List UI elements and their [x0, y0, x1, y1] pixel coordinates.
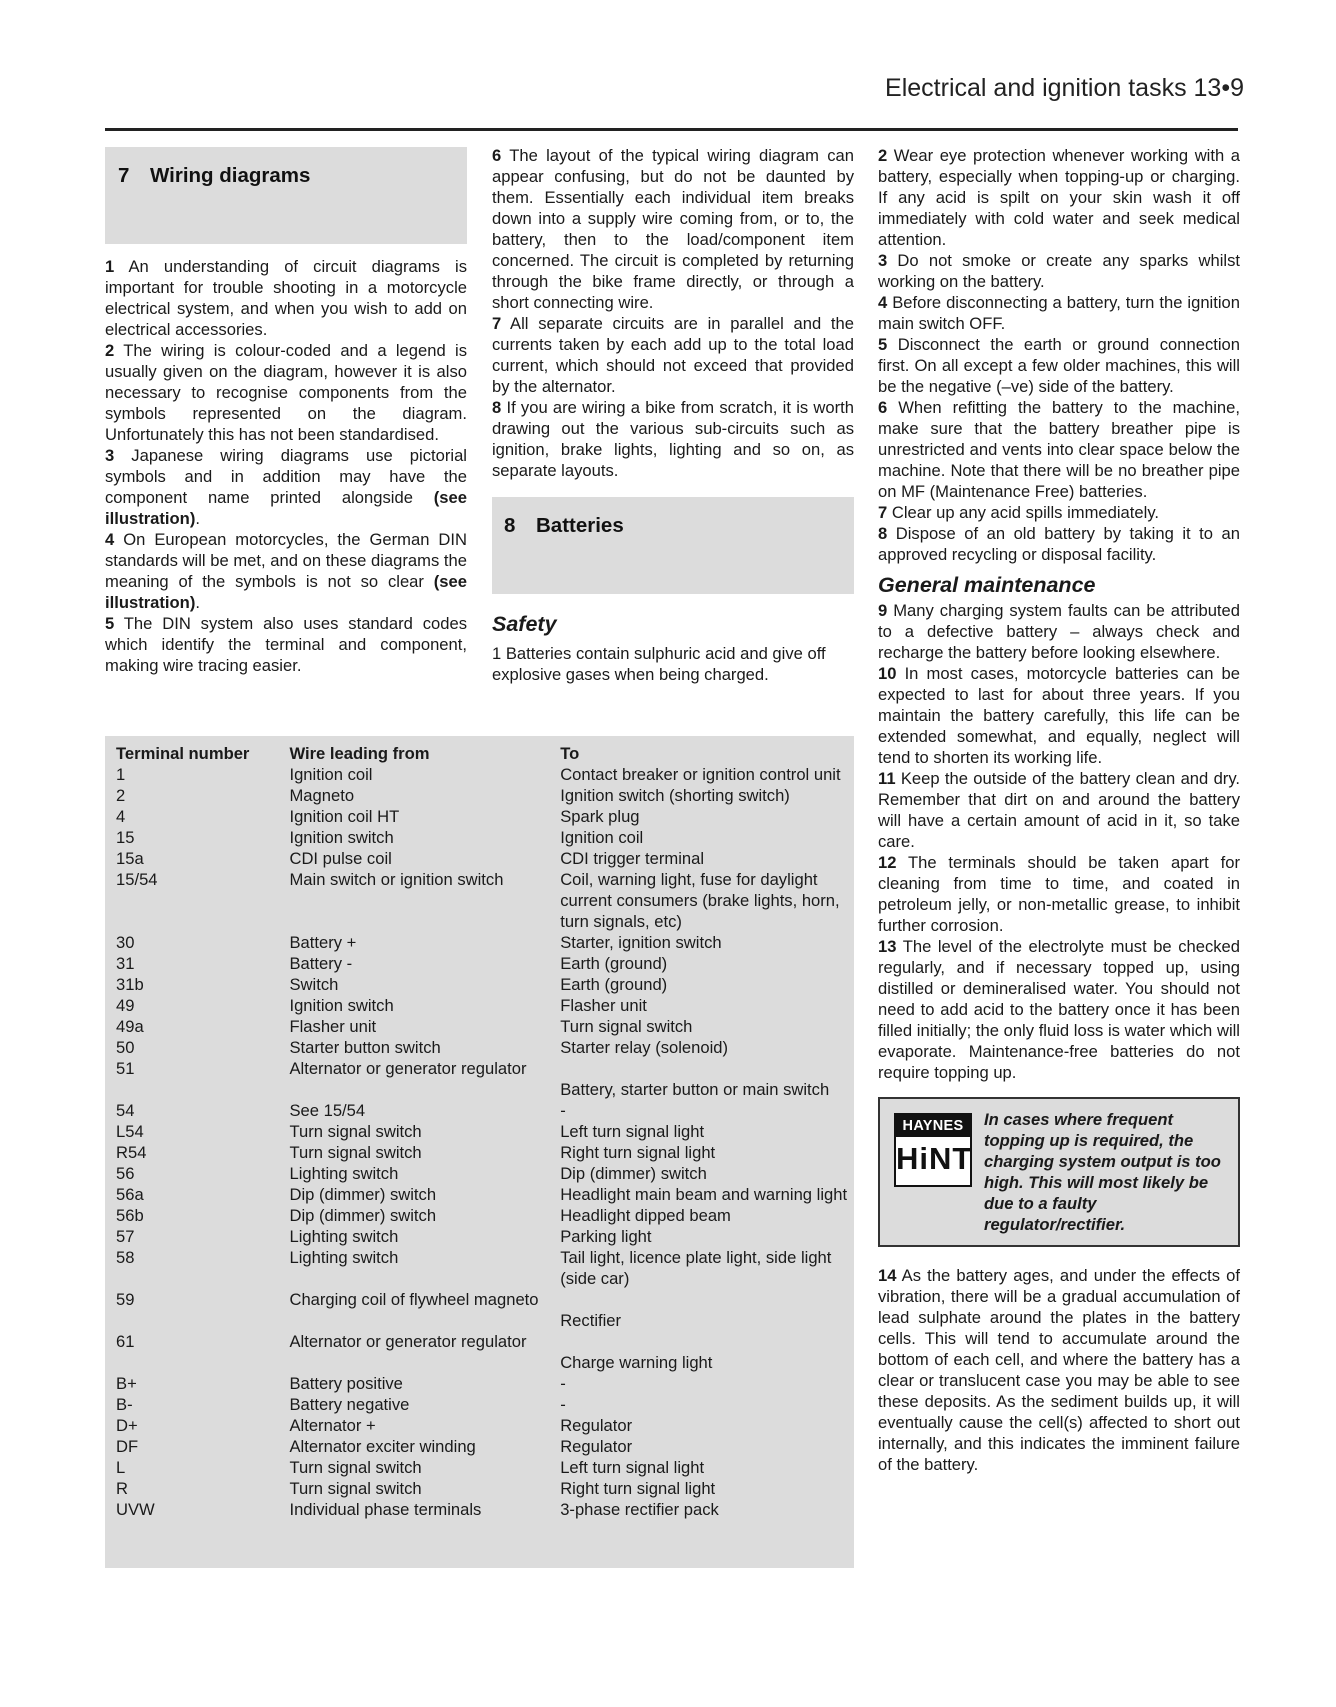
wire-from-cell: Turn signal switch: [289, 1479, 422, 1498]
paragraph: [878, 936, 1240, 1083]
wire-from-cell: Battery -: [289, 954, 353, 973]
terminal-number-cell: L: [116, 1458, 126, 1477]
paragraph: [105, 256, 467, 340]
paragraph-text: Many charging system faults can be attributed to a defective battery – always check and recharge the battery before looking elsewhere.: [878, 601, 1240, 662]
wire-from-cell: Alternator exciter winding: [289, 1437, 476, 1456]
paragraph-text: In most cases, motorcycle batteries can be expected to last for about three years. If you maintain the battery carefully, this life can be extended somewhat, and equally, neglect will tend to shorten its working life.: [878, 664, 1240, 767]
terminal-number-cell: 15: [116, 828, 135, 847]
wire-to-cell: Ignition coil: [560, 828, 644, 847]
terminal-number-cell: 50: [116, 1038, 135, 1057]
wire-to-cell: Headlight main beam and warning light: [560, 1185, 848, 1204]
terminal-number-cell: 30: [116, 933, 135, 952]
paragraph-text: Batteries contain sulphuric acid and give off explosive gases when being charged.: [492, 644, 826, 684]
paragraph: [878, 292, 1240, 334]
wire-from-cell: Magneto: [289, 786, 355, 805]
terminal-number-cell: 51: [116, 1059, 135, 1078]
terminal-number-cell: L54: [116, 1122, 144, 1141]
paragraph-number: 7: [878, 503, 888, 522]
paragraph-number: 8: [492, 398, 502, 417]
terminal-number-cell: 59: [116, 1290, 135, 1309]
column-1: [105, 256, 467, 676]
paragraph-number: 6: [878, 398, 888, 417]
paragraph: [492, 397, 854, 481]
paragraph: [492, 313, 854, 397]
paragraph: [878, 1265, 1240, 1475]
wire-to-cell: Tail light, licence plate light, side light (side car): [560, 1248, 832, 1288]
see-illustration-ref: (see illustration): [105, 572, 467, 612]
paragraph-text: The wiring is colour-coded and a legend is usually given on the diagram, however it is also necessary to recognise components from the symbols represented on the diagram. Unfortunately this has not been standardised.: [105, 341, 467, 444]
table-row: [116, 1289, 851, 1331]
wire-to-cell: Spark plug: [560, 807, 640, 826]
paragraph-number: 8: [878, 524, 888, 543]
wire-to-cell: Parking light: [560, 1227, 652, 1246]
wire-to-cell: Charge warning light: [560, 1353, 713, 1372]
table-row: [116, 1226, 851, 1247]
table-row: [116, 953, 851, 974]
terminal-number-cell: B-: [116, 1395, 133, 1414]
terminal-number-cell: DF: [116, 1437, 139, 1456]
column-3: [878, 145, 1240, 1475]
table-row: [116, 1373, 851, 1394]
wire-to-cell: Right turn signal light: [560, 1479, 716, 1498]
general-maintenance-heading: General maintenance: [878, 573, 1096, 597]
paragraph-number: 12: [878, 853, 897, 872]
paragraph-text: The level of the electrolyte must be checked regularly, and if necessary topped up, using distilled or demineralised water. You should not need to add acid to the battery once it has been filled initially; the only fluid loss is water which will evaporate. Maintenance-free batteries do not require topping up.: [878, 937, 1240, 1082]
wire-from-cell: Turn signal switch: [289, 1458, 422, 1477]
wire-from-cell: Lighting switch: [289, 1164, 399, 1183]
table-row: [116, 1331, 851, 1373]
paragraph-number: 1: [105, 257, 115, 276]
paragraph-text: The terminals should be taken apart for cleaning from time to time, and coated in petroleum jelly, or non-metallic grease, to inhibit further corrosion.: [878, 853, 1240, 935]
wire-from-cell: Charging coil of flywheel magneto: [289, 1290, 539, 1309]
table-row: [116, 1016, 851, 1037]
paragraph-text: Japanese wiring diagrams use pictorial symbols and in addition may have the component name printed alongside: [105, 446, 467, 507]
wire-to-cell: Ignition switch (shorting switch): [560, 786, 790, 805]
table-row: [116, 1037, 851, 1058]
paragraph: [878, 250, 1240, 292]
wire-from-cell: Battery negative: [289, 1395, 410, 1414]
terminal-number-cell: 58: [116, 1248, 135, 1267]
table-row: [116, 764, 851, 785]
wire-to-cell: Starter relay (solenoid): [560, 1038, 729, 1057]
wire-from-cell: Ignition switch: [289, 996, 394, 1015]
wire-to-cell: CDI trigger terminal: [560, 849, 705, 868]
wire-to-cell: Battery, starter button or main switch: [560, 1080, 830, 1099]
table-row: [116, 1058, 851, 1100]
wire-from-cell: Alternator or generator regulator: [289, 1332, 527, 1351]
wire-to-cell: Right turn signal light: [560, 1143, 716, 1162]
table-row: [116, 785, 851, 806]
paragraph-text: All separate circuits are in parallel and the currents taken by each add up to the total load current, which should not exceed that provided by the alternator.: [492, 314, 854, 396]
wire-from-cell: Starter button switch: [289, 1038, 441, 1057]
terminal-number-cell: R: [116, 1479, 128, 1498]
terminal-number-cell: 4: [116, 807, 126, 826]
paragraph-number: 4: [105, 530, 115, 549]
terminal-number-cell: 15/54: [116, 870, 158, 889]
haynes-logo-text: HAYNES: [896, 1115, 970, 1137]
paragraph-number: 5: [878, 335, 888, 354]
table-row: [116, 827, 851, 848]
section-7-title: Wiring diagrams: [150, 164, 311, 187]
table-row: [116, 1457, 851, 1478]
wire-to-cell: Turn signal switch: [560, 1017, 693, 1036]
wire-to-cell: Earth (ground): [560, 954, 668, 973]
paragraph: [492, 643, 854, 685]
wire-to-cell: Left turn signal light: [560, 1122, 705, 1141]
paragraph: [878, 145, 1240, 250]
paragraph: [105, 529, 467, 613]
table-row: [116, 1499, 851, 1520]
section-8-heading-box: [492, 497, 854, 594]
table-row: [116, 1163, 851, 1184]
table-row: [116, 995, 851, 1016]
paragraph-text: The DIN system also uses standard codes which identify the terminal and component, making wire tracing easier.: [105, 614, 467, 675]
wire-from-cell: Turn signal switch: [289, 1143, 422, 1162]
terminal-table-header: To: [560, 744, 580, 763]
paragraph-number: 13: [878, 937, 897, 956]
terminal-number-cell: 49a: [116, 1017, 144, 1036]
table-row: [116, 1121, 851, 1142]
paragraph-number: 10: [878, 664, 897, 683]
terminal-table-box: [105, 736, 854, 1568]
terminal-number-cell: 56a: [116, 1185, 144, 1204]
terminal-number-cell: 54: [116, 1101, 135, 1120]
paragraph: [492, 145, 854, 313]
wire-from-cell: Alternator +: [289, 1416, 376, 1435]
wire-from-cell: Ignition coil HT: [289, 807, 400, 826]
paragraph: [878, 852, 1240, 936]
terminal-number-cell: 15a: [116, 849, 144, 868]
wire-from-cell: Dip (dimmer) switch: [289, 1206, 437, 1225]
terminal-number-cell: UVW: [116, 1500, 155, 1519]
see-illustration-ref: (see illustration): [105, 488, 467, 528]
page-header-title: Electrical and ignition tasks 13•9: [885, 74, 1244, 102]
wire-to-cell: Regulator: [560, 1416, 633, 1435]
terminal-number-cell: 1: [116, 765, 126, 784]
terminal-number-cell: 57: [116, 1227, 135, 1246]
paragraph-number: 14: [878, 1266, 897, 1285]
paragraph-text: Clear up any acid spills immediately.: [887, 503, 1159, 522]
paragraph-text: Disconnect the earth or ground connection first. On all except a few older machines, this will be the negative (–ve) side of the battery.: [878, 335, 1240, 396]
paragraph-number: 4: [878, 293, 888, 312]
paragraph-number: 3: [878, 251, 888, 270]
paragraph-number: 6: [492, 146, 502, 165]
paragraph: [878, 768, 1240, 852]
wire-from-cell: Alternator or generator regulator: [289, 1059, 527, 1078]
paragraph-text-end: .: [195, 593, 200, 612]
paragraph-text: Dispose of an old battery by taking it to an approved recycling or disposal facility.: [878, 524, 1240, 564]
table-row: [116, 1394, 851, 1415]
paragraph-number: 5: [105, 614, 115, 633]
terminal-table: [116, 743, 851, 1520]
paragraph-number: 9: [878, 601, 888, 620]
table-row: [116, 1184, 851, 1205]
section-7-number: 7: [118, 164, 130, 187]
hint-text: In cases where frequent topping up is required, the charging system output is too high. This will most likely be due to a faulty regulator/rectifier.: [984, 1110, 1221, 1234]
wire-from-cell: See 15/54: [289, 1101, 366, 1120]
terminal-number-cell: 56: [116, 1164, 135, 1183]
paragraph-number: 2: [105, 341, 115, 360]
wire-from-cell: Lighting switch: [289, 1227, 399, 1246]
paragraph-text: If you are wiring a bike from scratch, it is worth drawing out the various sub-circuits such as ignition, brake lights, lighting and so on, as separate layouts.: [492, 398, 854, 480]
wire-to-cell: Flasher unit: [560, 996, 647, 1015]
section-7-heading-box: [105, 147, 467, 244]
paragraph-number: 7: [492, 314, 502, 333]
haynes-hint-box: [878, 1097, 1240, 1247]
wire-from-cell: Lighting switch: [289, 1248, 399, 1267]
table-row: [116, 1142, 851, 1163]
wire-to-cell: -: [560, 1101, 566, 1120]
terminal-number-cell: 2: [116, 786, 126, 805]
wire-to-cell: -: [560, 1374, 566, 1393]
paragraph-number: 1: [492, 644, 502, 663]
wire-from-cell: Switch: [289, 975, 339, 994]
paragraph: [878, 334, 1240, 397]
paragraph: [878, 523, 1240, 565]
paragraph-text: As the battery ages, and under the effects of vibration, there will be a gradual accumulation of lead sulphate around the plates in the battery cells. This will tend to accumulate around the bottom of each cell, and where the battery has a clear or translucent case you may be able to see these deposits. As the sediment builds up, it will eventually cause the cell(s) affected to short out internally, and this indicates the imminent failure of the battery.: [878, 1266, 1240, 1474]
table-row: [116, 974, 851, 995]
paragraph: [105, 613, 467, 676]
table-row: [116, 848, 851, 869]
paragraph-text: Before disconnecting a battery, turn the ignition main switch OFF.: [878, 293, 1240, 333]
wire-from-cell: Battery +: [289, 933, 357, 952]
paragraph-text-end: .: [195, 509, 200, 528]
wire-from-cell: Battery positive: [289, 1374, 403, 1393]
section-8-number: 8: [504, 514, 516, 537]
table-row: [116, 1100, 851, 1121]
terminal-table-header: Terminal number: [116, 744, 250, 763]
wire-from-cell: Flasher unit: [289, 1017, 377, 1036]
wire-to-cell: Rectifier: [560, 1311, 622, 1330]
wire-to-cell: -: [560, 1395, 566, 1414]
paragraph-text: An understanding of circuit diagrams is important for trouble shooting in a motorcycle electrical system, and when you wish to add on electrical accessories.: [105, 257, 467, 339]
table-row: [116, 932, 851, 953]
paragraph: [878, 663, 1240, 768]
terminal-number-cell: D+: [116, 1416, 138, 1435]
wire-to-cell: Earth (ground): [560, 975, 668, 994]
table-row: [116, 806, 851, 827]
paragraph: [878, 502, 1240, 523]
column-2: [492, 145, 854, 481]
table-row: [116, 1415, 851, 1436]
wire-from-cell: Ignition switch: [289, 828, 394, 847]
table-row: [116, 1478, 851, 1499]
wire-to-cell: Coil, warning light, fuse for daylight current consumers (brake lights, horn, turn signals, etc): [560, 870, 840, 931]
wire-from-cell: Main switch or ignition switch: [289, 870, 504, 889]
wire-to-cell: Starter, ignition switch: [560, 933, 722, 952]
wire-from-cell: Turn signal switch: [289, 1122, 422, 1141]
terminal-number-cell: 61: [116, 1332, 135, 1351]
paragraph: [878, 600, 1240, 663]
wire-from-cell: Ignition coil: [289, 765, 373, 784]
paragraph: [105, 340, 467, 445]
terminal-number-cell: R54: [116, 1143, 147, 1162]
paragraph-number: 2: [878, 146, 888, 165]
paragraph-text: Wear eye protection whenever working with a battery, especially when topping-up or charging. If any acid is spilt on your skin wash it off immediately with cold water and seek medical attention.: [878, 146, 1240, 249]
wire-to-cell: 3-phase rectifier pack: [560, 1500, 719, 1519]
section-8-title: Batteries: [536, 514, 624, 537]
table-row: [116, 869, 851, 932]
haynes-hint-logo: [894, 1113, 972, 1187]
paragraph-text: Keep the outside of the battery clean and dry. Remember that dirt on and around the battery will have a certain amount of acid in it, so take care.: [878, 769, 1240, 851]
paragraph-text: Do not smoke or create any sparks whilst working on the battery.: [878, 251, 1240, 291]
terminal-table-header: Wire leading from: [289, 744, 430, 763]
terminal-number-cell: B+: [116, 1374, 137, 1393]
wire-to-cell: Regulator: [560, 1437, 633, 1456]
wire-to-cell: Dip (dimmer) switch: [560, 1164, 707, 1183]
terminal-number-cell: 56b: [116, 1206, 144, 1225]
paragraph-text: On European motorcycles, the German DIN standards will be met, and on these diagrams the meaning of the symbols is not so clear: [105, 530, 467, 591]
table-row: [116, 1436, 851, 1457]
paragraph: [105, 445, 467, 529]
wire-to-cell: Left turn signal light: [560, 1458, 705, 1477]
safety-paragraph-1: [492, 643, 854, 685]
terminal-number-cell: 31b: [116, 975, 144, 994]
paragraph-number: 11: [878, 769, 896, 788]
terminal-table-header-row: [116, 743, 851, 764]
terminal-number-cell: 49: [116, 996, 135, 1015]
terminal-number-cell: 31: [116, 954, 135, 973]
wire-from-cell: Dip (dimmer) switch: [289, 1185, 437, 1204]
table-row: [116, 1205, 851, 1226]
paragraph: [878, 397, 1240, 502]
wire-from-cell: CDI pulse coil: [289, 849, 392, 868]
wire-from-cell: Individual phase terminals: [289, 1500, 482, 1519]
wire-to-cell: Contact breaker or ignition control unit: [560, 765, 841, 784]
paragraph-number: 3: [105, 446, 115, 465]
hint-logo-text: HiNT: [896, 1141, 973, 1176]
table-row: [116, 1247, 851, 1289]
safety-heading: Safety: [492, 612, 557, 636]
paragraph-text: When refitting the battery to the machine, make sure that the battery breather pipe is unrestricted and vents into clear space below the machine. Note that there will be no breather pipe on MF (Maintenance Free) batteries.: [878, 398, 1240, 501]
header-rule: [105, 128, 1238, 131]
wire-to-cell: Headlight dipped beam: [560, 1206, 731, 1225]
paragraph-text: The layout of the typical wiring diagram can appear confusing, but do not be daunted by them. Essentially each individual item breaks down into a supply wire coming from, or to, the battery, then to the load/component item concerned. The circuit is completed by returning through the bike frame directly, or through a short connecting wire.: [492, 146, 854, 312]
